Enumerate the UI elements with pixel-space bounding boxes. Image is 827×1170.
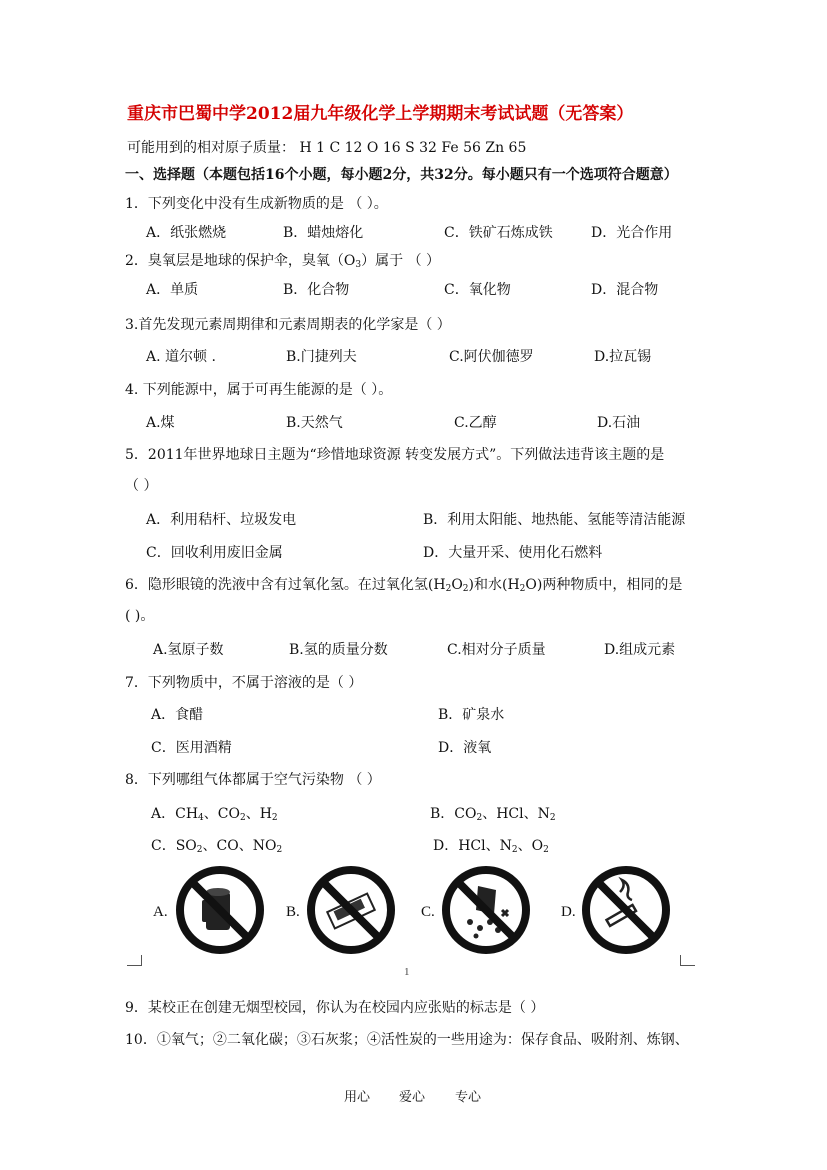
footer-text-3: 专心 [455, 1090, 482, 1105]
q8-a-mid2: 、H [245, 806, 272, 822]
question-7-stem: 7．下列物质中，不属于溶液的是（ ） [125, 675, 363, 691]
q8-a-s1: 4 [198, 813, 204, 823]
document-title: 重庆市巴蜀中学2012届九年级化学上学期期末考试试题（无答案） [127, 104, 634, 124]
q6-stem-b: O [451, 577, 463, 593]
q7-option-a: A．食醋 [151, 707, 204, 723]
q8-c-s2: 2 [276, 845, 283, 855]
question-10-stem: 10．①氧气；②二氧化碳；③石灰浆；④活性炭的一些用途为：保存食品、吸附剂、炼钢、 [125, 1032, 689, 1048]
q8-option-b [430, 806, 556, 822]
q3-option-b: B.门捷列夫 [286, 349, 357, 365]
q7-option-b: B．矿泉水 [438, 707, 505, 723]
q1-option-d: D．光合作用 [591, 225, 673, 241]
no-matches-sign-icon [305, 864, 397, 956]
q8-option-d [433, 838, 549, 854]
q8-a-mid: 、CO [203, 806, 240, 822]
q5-option-a: A．利用秸杆、垃圾发电 [146, 512, 297, 528]
page-corner-mark-left [127, 955, 142, 966]
page-corner-mark-right [680, 955, 695, 966]
q1-option-c: C．铁矿石炼成铁 [444, 225, 553, 241]
q7-option-c: C．医用酒精 [151, 740, 232, 756]
footer-text-1: 用心 [344, 1090, 371, 1105]
q6-sub1: 2 [445, 584, 452, 594]
q3-option-a: A. 道尔顿 . [146, 349, 216, 365]
q1-option-a: A．纸张燃烧 [146, 225, 227, 241]
q8-c-pre: C．SO [151, 838, 197, 854]
q8-d-mid: 、O [517, 838, 544, 854]
q2-stem-post: ）属于 （ ） [361, 253, 441, 269]
question-5-paren: （ ） [125, 478, 158, 494]
no-fireworks-sign-icon [440, 864, 532, 956]
q8-d-s1: 2 [511, 845, 518, 855]
q6-stem-a: 6．隐形眼镜的洗液中含有过氧化氢。在过氧化氢(H [125, 577, 446, 593]
q7-option-d: D．液氧 [438, 740, 492, 756]
q8-b-pre: B．CO [430, 806, 477, 822]
q8-option-a [151, 806, 278, 822]
q6-stem-d: O)两种物质中，相同的是 [525, 577, 683, 593]
q6-sub3: 2 [519, 584, 526, 594]
sign-a-label: A. [153, 904, 168, 920]
q4-option-b: B.天然气 [286, 415, 343, 431]
q8-c-mid: 、CO、NO [202, 838, 277, 854]
q5-option-d: D．大量开采、使用化石燃料 [423, 545, 603, 561]
sign-d-label: D. [561, 904, 576, 920]
question-9-stem: 9．某校正在创建无烟型校园，你认为在校园内应张贴的标志是（ ） [125, 1000, 545, 1016]
q8-b-s1: 2 [476, 813, 483, 823]
question-5-stem: 5．2011年世界地球日主题为“珍惜地球资源 转变发展方式”。下列做法违背该主题的是 [125, 447, 665, 463]
prohibition-signs-figure [150, 858, 670, 958]
question-1-stem: 1．下列变化中没有生成新物质的是 （ ）。 [125, 196, 388, 212]
question-2-stem [125, 253, 440, 269]
q6-sub2: 2 [462, 584, 469, 594]
section1-heading: 一、选择题（本题包括16个小题，每小题2分，共32分。每小题只有一个选项符合题意） [125, 167, 678, 183]
sign-c-label: C. [421, 904, 435, 920]
q3-option-c: C.阿伏伽德罗 [449, 349, 534, 365]
q4-option-c: C.乙醇 [454, 415, 497, 431]
q8-b-mid: 、HCl、N [482, 806, 550, 822]
q8-a-pre: A．CH [151, 806, 199, 822]
q2-stem-pre: 2．臭氧层是地球的保护伞，臭氧（O [125, 253, 356, 269]
question-4-stem: 4. 下列能源中，属于可再生能源的是（ ）。 [125, 382, 393, 398]
q2-option-d: D．混合物 [591, 282, 659, 298]
q8-c-s1: 2 [196, 845, 203, 855]
question-3-stem: 3.首先发现元素周期律和元素周期表的化学家是（ ） [125, 317, 451, 333]
q8-a-s2: 2 [239, 813, 246, 823]
q8-a-s3: 2 [271, 813, 278, 823]
question-6-paren: ( )。 [125, 608, 155, 624]
q8-option-c [151, 838, 282, 854]
footer-text-2: 爱心 [399, 1090, 426, 1105]
q6-option-a: A.氢原子数 [153, 642, 224, 658]
q6-stem-c: )和水(H [468, 577, 520, 593]
q2-option-a: A．单质 [146, 282, 199, 298]
q3-option-d: D.拉瓦锡 [594, 349, 652, 365]
page-number: 1 [404, 966, 410, 978]
q8-b-s2: 2 [549, 813, 556, 823]
no-barrel-sign-icon [174, 864, 266, 956]
no-smoking-sign-icon [580, 864, 672, 956]
q6-option-b: B.氢的质量分数 [289, 642, 388, 658]
question-8-stem: 8．下列哪组气体都属于空气污染物 （ ） [125, 772, 381, 788]
q6-option-c: C.相对分子质量 [447, 642, 546, 658]
q1-option-b: B．蜡烛熔化 [283, 225, 364, 241]
q2-stem-sub: 3 [355, 260, 362, 270]
q5-option-b: B．利用太阳能、地热能、氢能等清洁能源 [423, 512, 686, 528]
q4-option-d: D.石油 [597, 415, 641, 431]
q4-option-a: A.煤 [146, 415, 175, 431]
sign-b-label: B. [286, 904, 300, 920]
q2-option-c: C．氧化物 [444, 282, 511, 298]
atomic-mass-line: 可能用到的相对原子质量： H 1 C 12 O 16 S 32 Fe 56 Zn 65 [127, 140, 527, 156]
q8-d-s2: 2 [543, 845, 549, 855]
question-6-stem [125, 577, 682, 593]
q8-d-pre: D．HCl、N [433, 838, 512, 854]
q2-option-b: B．化合物 [283, 282, 350, 298]
q6-option-d: D.组成元素 [604, 642, 676, 658]
q5-option-c: C．回收利用废旧金属 [146, 545, 283, 561]
